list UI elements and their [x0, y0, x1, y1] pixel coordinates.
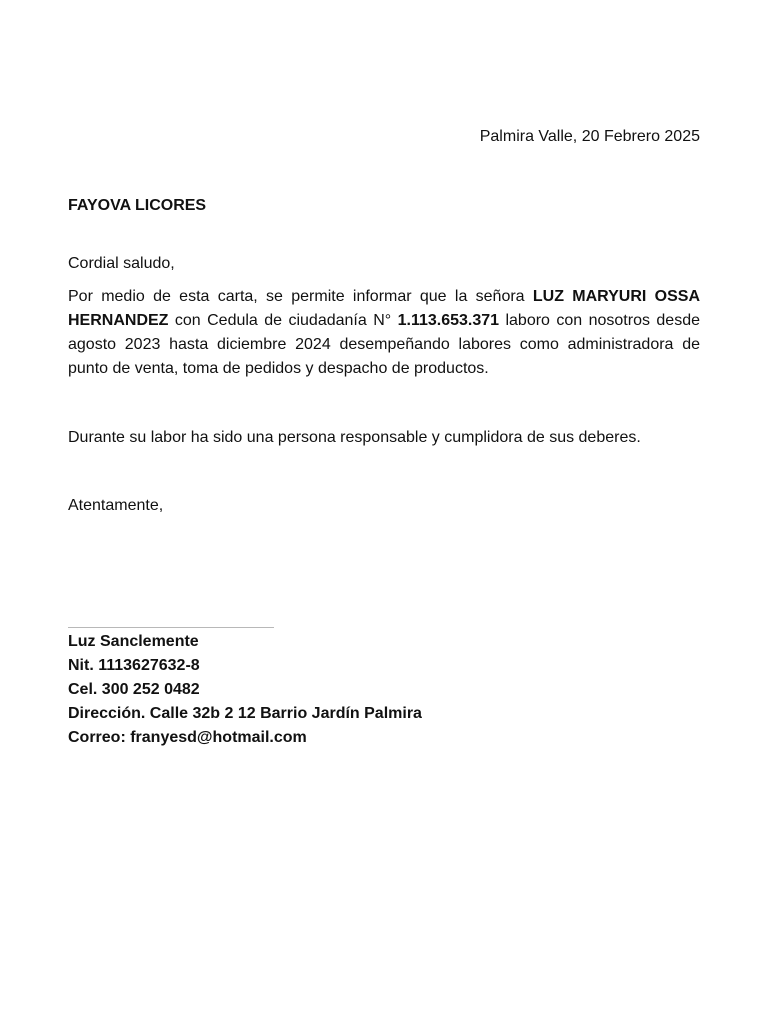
- recipient-name: FAYOVA LICORES: [68, 197, 207, 214]
- id-number: 1.113.653.371: [397, 312, 500, 329]
- signature-line: [68, 627, 274, 628]
- body-text-part1: Por medio de esta carta, se permite informar que la señora: [68, 288, 533, 305]
- closing: Atentamente,: [68, 497, 164, 514]
- greeting: Cordial saludo,: [68, 255, 175, 272]
- signer-email: Correo: franyesd@hotmail.com: [68, 729, 307, 746]
- body-text-part2: con Cedula de ciudadanía N°: [168, 312, 398, 329]
- signer-phone: Cel. 300 252 0482: [68, 681, 200, 698]
- employee-name: LUZ MARYURI OSSA HERNANDEZ: [68, 288, 700, 329]
- body-paragraph: [68, 285, 700, 381]
- letter-date: Palmira Valle, 20 Febrero 2025: [479, 128, 700, 145]
- signer-name: Luz Sanclemente: [68, 633, 199, 650]
- signer-nit: Nit. 1113627632-8: [68, 657, 200, 674]
- body-text-part3: laboro con nosotros desde agosto 2023 hasta diciembre 2024 desempeñando labores como administradora de punto de venta, toma de pedidos y despacho de productos.: [68, 312, 700, 377]
- signer-address: Dirección. Calle 32b 2 12 Barrio Jardín Palmira: [68, 705, 422, 722]
- signature-block: [68, 630, 422, 750]
- second-paragraph: Durante su labor ha sido una persona responsable y cumplidora de sus deberes.: [68, 429, 641, 446]
